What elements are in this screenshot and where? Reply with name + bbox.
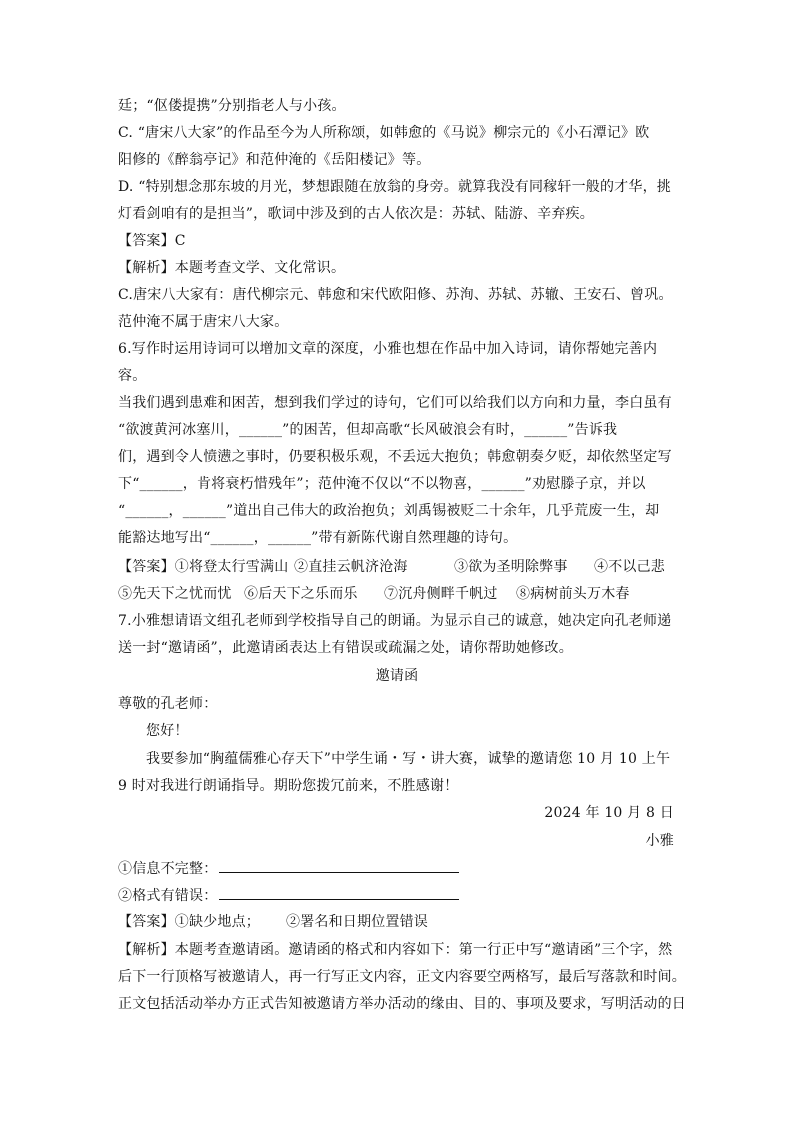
text-line: 廷；“伛偻提携”分别指老人与小孩。 bbox=[118, 98, 346, 114]
answer-item: ⑧病树前头万木春 bbox=[516, 586, 630, 602]
letter-greeting: 您好！ bbox=[146, 723, 189, 739]
analysis-line: 后下一行顶格写被邀请人，再一行写正文内容，正文内容要空两格写，最后写落款和时间。 bbox=[118, 969, 686, 985]
answer-item: ⑥后天下之乐而乐 bbox=[244, 586, 358, 602]
answer-6-row-1 bbox=[118, 557, 678, 577]
analysis-line: 正文包括活动举办方正式告知被邀请方举办活动的缘由、目的、事项及要求，写明活动的日 bbox=[118, 996, 686, 1012]
answer-item: 【答案】①将登太行雪满山 bbox=[118, 559, 289, 575]
question-7: 7.小雅想请语文组孔老师到学校指导自己的朗诵。为显示自己的诚意，她决定向孔老师递 bbox=[118, 613, 672, 629]
answer-item: ②署名和日期位置错误 bbox=[286, 914, 428, 930]
fill-format-row bbox=[118, 885, 678, 906]
letter-date: 2024 年 10 月 8 日 bbox=[544, 805, 674, 821]
letter-body: 我要参加“胸蕴儒雅心存天下”中学生诵・写・讲大赛，诚挚的邀请您 10 月 10 上午 bbox=[146, 751, 671, 767]
text-line: 灯看剑咱有的是担当”，歌词中涉及到的古人依次是：苏轼、陆游、辛弃疾。 bbox=[118, 206, 594, 222]
text-line: D. “特别想念那东坡的月光，梦想跟随在放翁的身旁。就算我没有同稼轩一般的才华，挑 bbox=[118, 179, 671, 195]
answer-item: ④不以己悲 bbox=[594, 559, 665, 575]
text-line: 阳修的《醉翁亭记》和范仲淹的《岳阳楼记》等。 bbox=[118, 152, 431, 168]
analysis-line: 【解析】本题考查邀请函。邀请函的格式和内容如下：第一行正中写“邀请函”三个字，然 bbox=[118, 942, 673, 958]
answer-item: ⑦沉舟侧畔千帆过 bbox=[384, 586, 498, 602]
text-line: 们，遇到令人愤懑之事时，仍要积极乐观，不丢远大抱负；韩愈朝奏夕贬，却依然坚定写 bbox=[118, 449, 672, 465]
letter-salutation: 尊敬的孔老师： bbox=[118, 696, 218, 712]
answer-7 bbox=[118, 912, 678, 932]
fill-label: ①信息不完整： bbox=[118, 861, 218, 877]
text-line: C.唐宋八大家有：唐代柳宗元、韩愈和宋代欧阳修、苏洵、苏轼、苏辙、王安石、曾巩。 bbox=[118, 287, 673, 303]
answer-item: ②直挂云帆济沧海 bbox=[294, 559, 408, 575]
text-line: 范仲淹不属于唐宋八大家。 bbox=[118, 314, 289, 330]
analysis-line: 【解析】本题考查文学、文化常识。 bbox=[118, 260, 346, 276]
text-line: C. “唐宋八大家”的作品至今为人所称颂，如韩愈的《马说》柳宗元的《小石潭记》欧 bbox=[118, 125, 650, 141]
text-line: 下“______，肯将衰朽惜残年”；范仲淹不仅以“不以物喜，______”劝慰滕子京，并以 bbox=[118, 476, 646, 492]
fill-label: ②格式有错误： bbox=[118, 888, 218, 904]
text-line: 能豁达地写出“______，______”带有新陈代谢自然理趣的诗句。 bbox=[118, 530, 518, 546]
answer-blank[interactable] bbox=[219, 885, 459, 900]
answer-6-row-2 bbox=[118, 584, 678, 604]
text-line: “欲渡黄河冰塞川，______”的困苦，但却高歌“长风破浪会有时，______”告诉我 bbox=[118, 422, 618, 438]
question-6: 6.写作时运用诗词可以增加文章的深度，小雅也想在作品中加入诗词，请你帮她完善内 bbox=[118, 341, 658, 357]
letter-signer: 小雅 bbox=[645, 833, 674, 849]
answer-item: 【答案】①缺少地点； bbox=[118, 914, 260, 930]
text-line: 送一封“邀请函”，此邀请函表达上有错误或疏漏之处，请你帮助她修改。 bbox=[118, 640, 573, 656]
answer-blank[interactable] bbox=[219, 858, 459, 873]
answer-item: ③欲为圣明除弊事 bbox=[454, 559, 568, 575]
text-line: 容。 bbox=[118, 368, 147, 384]
answer-label: 【答案】C bbox=[118, 233, 186, 249]
text-line: 当我们遇到患难和困苦，想到我们学过的诗句，它们可以给我们以方向和力量，李白虽有 bbox=[118, 395, 672, 411]
fill-info-row bbox=[118, 858, 678, 879]
letter-title: 邀请函 bbox=[375, 668, 419, 684]
answer-item: ⑤先天下之忧而忧 bbox=[118, 586, 232, 602]
letter-body: 9 时对我进行朗诵指导。期盼您拨冗前来，不胜感谢！ bbox=[118, 778, 459, 794]
text-line: “______，______”道出自己伟大的政治抱负；刘禹锡被贬二十余年，几乎荒废一生，却 bbox=[118, 503, 660, 519]
